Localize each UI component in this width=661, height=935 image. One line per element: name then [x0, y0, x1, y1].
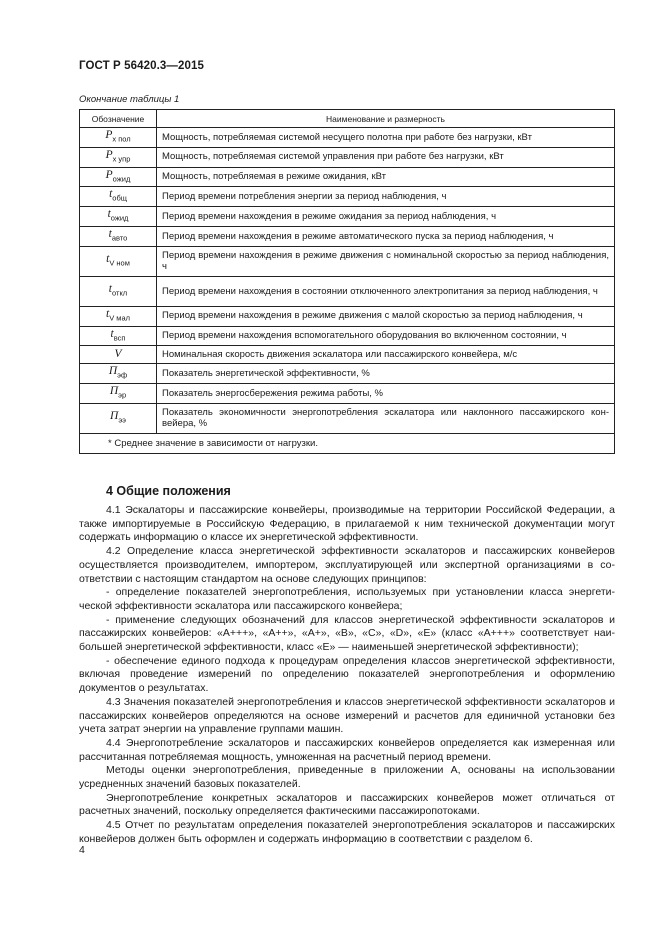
paragraph: - определение показателей энергопотребления, используемых при установлении класса энергетической эффективности эскалатора или пассажирского конвейера; — [79, 586, 615, 612]
symbol-letter: t — [106, 307, 110, 320]
table-row — [80, 326, 615, 346]
table-header-row — [80, 110, 615, 128]
section-body — [79, 504, 615, 847]
symbol-cell — [80, 326, 157, 346]
description-cell: Период времени нахождения вспомогательного оборудования во включенном состоянии, ч — [157, 326, 615, 346]
symbol-subscript: эр — [118, 390, 127, 400]
paragraph: 4.5 Отчет по результатам определения показателей энергопотребления эскалаторов и пассажирских конвейеров должен быть оформлен и содержать информацию в соответствии с разделом 6. — [79, 819, 615, 845]
paragraph: 4.2 Определение класса энергетической эффективности эскалаторов и пассажирских конвейеров осуществляется производителем, импортером, эксплуатирующей или экспертной организациями в соответствии с настоящим стандартом на основе следующих принципов: — [79, 545, 615, 585]
table-row — [80, 276, 615, 306]
paragraph: Энергопотребление конкретных эскалаторов и пассажирских конвейеров может отличаться от расчетных значений, поскольку определяется фактическими пассажиропотоками. — [79, 791, 615, 818]
paragraph: 4.4 Энергопотребление эскалаторов и пассажирских конвейеров определяется как измеренная или рассчитанная потребляемая мощность, умноженная на расчетный период времени. — [79, 736, 615, 763]
description-cell: Период времени нахождения в режиме автоматического пуска за период наблюдения, ч — [157, 226, 615, 246]
symbol-letter: P — [105, 129, 113, 141]
table-row — [80, 207, 615, 227]
page-number: 4 — [79, 844, 85, 856]
column-header-name: Наименование и размерность — [157, 110, 615, 128]
symbol-letter: П — [109, 385, 119, 398]
paragraph: Методы оценки энергопотребления, приведенные в приложении А, основаны на использовании усредненных значений базовых показателей. — [79, 764, 615, 791]
symbol-subscript: откл — [112, 288, 128, 298]
symbol-letter: t — [108, 282, 112, 295]
symbol-cell — [80, 128, 157, 148]
symbol-letter: V — [114, 348, 122, 361]
symbol-subscript: всп — [113, 332, 126, 342]
symbol-subscript: авто — [111, 233, 128, 243]
description-cell: Показатель энергосбережения режима работы, % — [157, 384, 615, 404]
symbol-cell — [80, 147, 157, 167]
symbol-subscript: общ — [112, 193, 127, 203]
table-row — [80, 187, 615, 207]
description-cell: Период времени нахождения в режиме ожидания за период наблюдения, ч — [157, 207, 615, 227]
symbol-cell — [80, 403, 157, 433]
symbol-letter: t — [106, 252, 110, 265]
table-row — [80, 403, 615, 433]
symbol-cell — [80, 187, 157, 207]
symbol-subscript: ожид — [112, 173, 131, 183]
symbol-letter: t — [108, 227, 112, 240]
symbol-subscript: х пол — [112, 134, 131, 144]
table-row — [80, 226, 615, 246]
table-row — [80, 306, 615, 326]
paragraph: 4.1 Эскалаторы и пассажирские конвейеры, производимые на территории Российской Федерации, а также импортируемые в Российскую Федерацию, в прилагаемой к ним технической документации могут содержать информацию о классе их энергетической эффективности. — [79, 504, 615, 544]
symbol-cell — [80, 364, 157, 384]
symbol-cell — [80, 276, 157, 306]
symbol-letter: t — [107, 208, 111, 221]
table-row — [80, 346, 615, 364]
symbols-table — [79, 109, 615, 454]
symbol-subscript: ээ — [118, 415, 126, 425]
symbol-cell — [80, 306, 157, 326]
symbol-cell — [80, 346, 157, 364]
symbol-letter: P — [105, 168, 113, 181]
description-cell: Номинальная скорость движения эскалатора или пассажирского конвейера, м/с — [157, 346, 615, 364]
table-row — [80, 384, 615, 404]
description-cell: Период времени потребления энергии за период наблюдения, ч — [157, 187, 615, 207]
description-cell: Показатель экономичности энергопотребления эскалатора или наклонного пассажирского конвейера, % — [157, 403, 615, 433]
document-code: ГОСТ Р 56420.3—2015 — [79, 60, 204, 72]
table-footnote-row — [80, 433, 615, 454]
table-body — [80, 128, 615, 434]
description-cell: Период времени нахождения в состоянии отключенного электропитания за период наблюдения, ч — [157, 276, 615, 306]
symbol-subscript: V ном — [109, 258, 130, 268]
table-row — [80, 364, 615, 384]
symbol-letter: П — [108, 365, 118, 378]
symbol-subscript: ожид — [110, 213, 129, 223]
symbol-letter: t — [110, 327, 114, 340]
section-heading: 4 Общие положения — [106, 484, 231, 498]
symbol-cell — [80, 226, 157, 246]
column-header-symbol: Обозначение — [80, 110, 157, 128]
symbol-subscript: х упр — [112, 154, 131, 164]
symbol-cell — [80, 246, 157, 276]
table-row — [80, 167, 615, 187]
table-row — [80, 246, 615, 276]
table-caption: Окончание таблицы 1 — [79, 94, 180, 105]
symbol-cell — [80, 167, 157, 187]
description-cell: Мощность, потребляемая системой несущего полотна при работе без нагрузки, кВт — [157, 128, 615, 148]
description-cell: Период времени нахождения в режиме движения с малой скоростью за период наблюдения, ч — [157, 306, 615, 326]
table-row — [80, 128, 615, 148]
description-cell: Мощность, потребляемая системой управления при работе без нагрузки, кВт — [157, 147, 615, 167]
symbol-subscript: V мал — [109, 313, 130, 323]
symbol-letter: П — [110, 410, 119, 423]
table-footnote: * Среднее значение в зависимости от нагрузки. — [80, 433, 615, 454]
description-cell: Показатель энергетической эффективности, % — [157, 364, 615, 384]
paragraph: - применение следующих обозначений для классов энергетической эффективности эскалаторов и пассажирских конвейеров: «A+++», «A++», «A+», «B», «C», «D», «E» (класс «A+++» соответствует наибольшей энергетической эффективности, класс «E» — наименьшей энергетической эффективности); — [79, 613, 615, 654]
paragraph: 4.3 Значения показателей энергопотребления и классов энергетической эффективности эскалаторов и пассажирских конвейеров определяются на основе измерений и расчетов для единичной установки без учета затрат энергии на управление группами машин. — [79, 695, 615, 736]
symbol-cell — [80, 384, 157, 404]
description-cell: Мощность, потребляемая в режиме ожидания, кВт — [157, 167, 615, 187]
description-cell: Период времени нахождения в режиме движения с номинальной скоростью за период наблюдения, ч — [157, 246, 615, 276]
symbol-letter: P — [105, 148, 113, 161]
symbol-cell — [80, 207, 157, 227]
paragraph: - обеспечение единого подхода к процедурам определения классов энергетической эффективности, включая проведение измерений по определению показателей энергопотребления и оформлению документов о результатах. — [79, 654, 615, 695]
symbol-letter: t — [109, 188, 113, 201]
table-row — [80, 147, 615, 167]
symbol-subscript: эф — [117, 370, 128, 380]
